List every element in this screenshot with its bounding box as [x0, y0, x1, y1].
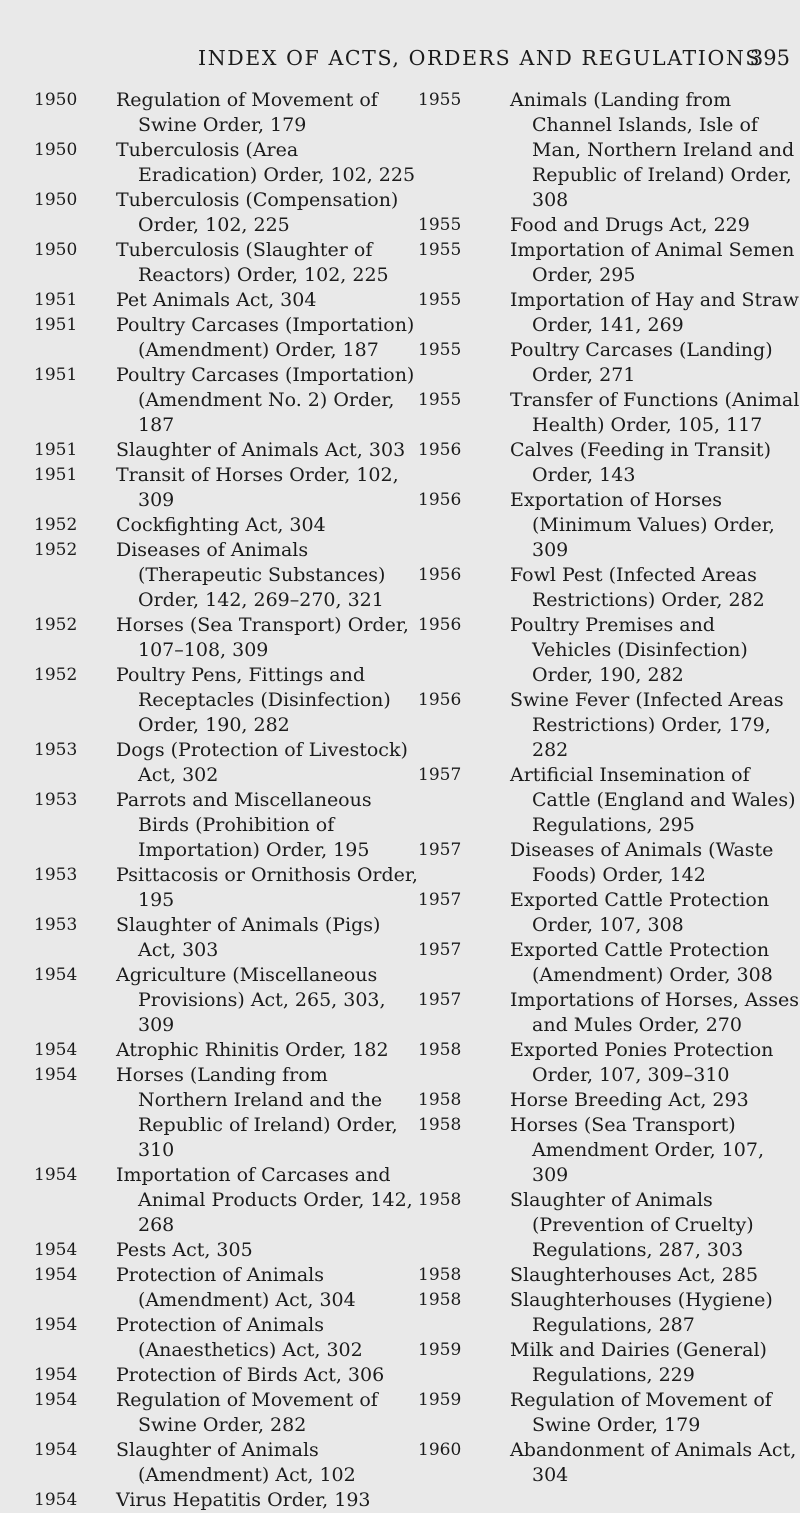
- entry-text: Importation of Animal Semen Order, 295: [510, 239, 795, 286]
- index-entry: [34, 1363, 422, 1388]
- entry-year: 1959: [418, 1390, 462, 1410]
- entry-year: 1954: [34, 1240, 78, 1260]
- entry-text: Slaughterhouses (Hygiene) Regulations, 287: [510, 1289, 773, 1336]
- entry-year: 1954: [34, 1165, 78, 1185]
- entry-year: 1954: [34, 1065, 78, 1085]
- index-entry: [418, 1038, 800, 1088]
- entry-year: 1960: [418, 1440, 462, 1460]
- entry-year: 1952: [34, 665, 78, 685]
- entry-text: Poultry Carcases (Landing) Order, 271: [510, 339, 773, 386]
- index-entry: [34, 1488, 422, 1513]
- entry-year: 1955: [418, 390, 462, 410]
- index-entry: [34, 1313, 422, 1363]
- entry-text: Regulation of Movement of Swine Order, 179: [116, 89, 378, 136]
- index-entry: [418, 1088, 800, 1113]
- entry-text: Tuberculosis (Compensation) Order, 102, 225: [116, 189, 399, 236]
- entry-year: 1951: [34, 365, 78, 385]
- entry-year: 1954: [34, 1390, 78, 1410]
- entry-text: Slaughter of Animals (Prevention of Cruelty) Regulations, 287, 303: [510, 1189, 754, 1261]
- entry-year: 1950: [34, 140, 78, 160]
- index-entry: [34, 463, 422, 513]
- entry-text: Dogs (Protection of Livestock) Act, 302: [116, 739, 408, 786]
- index-entry: [418, 1263, 800, 1288]
- page-number: 395: [749, 46, 790, 70]
- entry-year: 1958: [418, 1265, 462, 1285]
- entry-year: 1957: [418, 840, 462, 860]
- index-entry: [418, 563, 800, 613]
- entry-text: Poultry Pens, Fittings and Receptacles (Disinfection) Order, 190, 282: [116, 664, 391, 736]
- entry-year: 1959: [418, 1340, 462, 1360]
- index-entry: [418, 1288, 800, 1338]
- entry-text: Poultry Carcases (Importation) (Amendment No. 2) Order, 187: [116, 364, 415, 436]
- index-entry: [418, 438, 800, 488]
- index-entry: [34, 913, 422, 963]
- index-entry: [34, 863, 422, 913]
- entry-year: 1955: [418, 90, 462, 110]
- index-entry: [34, 1238, 422, 1263]
- entry-year: 1952: [34, 615, 78, 635]
- entry-text: Horses (Sea Transport) Order, 107–108, 309: [116, 614, 409, 661]
- index-entry: [418, 388, 800, 438]
- left-column: [34, 88, 422, 1513]
- entry-text: Pests Act, 305: [116, 1239, 253, 1261]
- index-entry: [418, 1113, 800, 1188]
- entry-year: 1958: [418, 1290, 462, 1310]
- entry-year: 1954: [34, 1490, 78, 1510]
- entry-year: 1957: [418, 765, 462, 785]
- entry-text: Agriculture (Miscellaneous Provisions) Act, 265, 303, 309: [116, 964, 386, 1036]
- entry-year: 1955: [418, 340, 462, 360]
- entry-year: 1957: [418, 940, 462, 960]
- index-entry: [34, 1438, 422, 1488]
- index-entry: [34, 138, 422, 188]
- index-entry: [418, 238, 800, 288]
- entry-year: 1957: [418, 890, 462, 910]
- entry-text: Transit of Horses Order, 102, 309: [116, 464, 399, 511]
- entry-year: 1958: [418, 1090, 462, 1110]
- entry-year: 1954: [34, 1365, 78, 1385]
- entry-text: Slaughter of Animals (Amendment) Act, 102: [116, 1439, 356, 1486]
- entry-text: Importations of Horses, Asses and Mules Order, 270: [510, 989, 799, 1036]
- entry-text: Artificial Insemination of Cattle (England and Wales) Regulations, 295: [510, 764, 796, 836]
- entry-year: 1953: [34, 790, 78, 810]
- entry-text: Swine Fever (Infected Areas Restrictions) Order, 179, 282: [510, 689, 784, 761]
- entry-text: Exported Cattle Protection Order, 107, 308: [510, 889, 770, 936]
- entry-text: Diseases of Animals (Therapeutic Substances) Order, 142, 269–270, 321: [116, 539, 386, 611]
- index-entry: [418, 1438, 800, 1488]
- running-header: INDEX OF ACTS, ORDERS AND REGULATIONS: [198, 46, 762, 70]
- entry-year: 1958: [418, 1040, 462, 1060]
- entry-text: Tuberculosis (Slaughter of Reactors) Order, 102, 225: [116, 239, 389, 286]
- entry-year: 1951: [34, 440, 78, 460]
- entry-year: 1956: [418, 440, 462, 460]
- entry-text: Atrophic Rhinitis Order, 182: [116, 1039, 389, 1061]
- index-entry: [418, 688, 800, 763]
- right-column: [418, 88, 800, 1488]
- index-entry: [418, 888, 800, 938]
- entry-text: Cockfighting Act, 304: [116, 514, 326, 536]
- entry-text: Transfer of Functions (Animal Health) Order, 105, 117: [510, 389, 800, 436]
- entry-year: 1953: [34, 865, 78, 885]
- index-entry: [418, 88, 800, 213]
- entry-year: 1952: [34, 515, 78, 535]
- entry-year: 1955: [418, 290, 462, 310]
- entry-text: Poultry Premises and Vehicles (Disinfection) Order, 190, 282: [510, 614, 748, 686]
- entry-year: 1955: [418, 240, 462, 260]
- entry-year: 1950: [34, 190, 78, 210]
- entry-text: Protection of Animals (Amendment) Act, 304: [116, 1264, 356, 1311]
- index-entry: [34, 513, 422, 538]
- entry-text: Slaughter of Animals Act, 303: [116, 439, 406, 461]
- entry-year: 1953: [34, 740, 78, 760]
- entry-text: Poultry Carcases (Importation) (Amendment) Order, 187: [116, 314, 415, 361]
- entry-text: Protection of Animals (Anaesthetics) Act, 302: [116, 1314, 363, 1361]
- index-entry: [34, 1388, 422, 1438]
- index-entry: [34, 438, 422, 463]
- entry-year: 1951: [34, 315, 78, 335]
- index-entry: [34, 313, 422, 363]
- index-entry: [34, 238, 422, 288]
- index-entry: [34, 1038, 422, 1063]
- entry-year: 1956: [418, 615, 462, 635]
- entry-text: Milk and Dairies (General) Regulations, 229: [510, 1339, 767, 1386]
- index-entry: [418, 613, 800, 688]
- entry-year: 1953: [34, 915, 78, 935]
- entry-text: Regulation of Movement of Swine Order, 282: [116, 1389, 378, 1436]
- index-entry: [34, 363, 422, 438]
- index-entry: [34, 738, 422, 788]
- entry-text: Food and Drugs Act, 229: [510, 214, 750, 236]
- entry-year: 1956: [418, 690, 462, 710]
- entry-text: Importation of Carcases and Animal Products Order, 142, 268: [116, 1164, 413, 1236]
- entry-text: Parrots and Miscellaneous Birds (Prohibition of Importation) Order, 195: [116, 789, 372, 861]
- entry-text: Exported Ponies Protection Order, 107, 309–310: [510, 1039, 774, 1086]
- entry-text: Abandonment of Animals Act, 304: [510, 1439, 797, 1486]
- index-entry: [418, 838, 800, 888]
- entry-text: Diseases of Animals (Waste Foods) Order, 142: [510, 839, 774, 886]
- entry-text: Horse Breeding Act, 293: [510, 1089, 749, 1111]
- index-entry: [418, 213, 800, 238]
- entry-text: Slaughter of Animals (Pigs) Act, 303: [116, 914, 381, 961]
- entry-text: Calves (Feeding in Transit) Order, 143: [510, 439, 771, 486]
- index-entry: [34, 538, 422, 613]
- entry-text: Horses (Sea Transport) Amendment Order, 107, 309: [510, 1114, 764, 1186]
- index-entry: [34, 963, 422, 1038]
- entry-year: 1956: [418, 565, 462, 585]
- entry-year: 1950: [34, 240, 78, 260]
- index-entry: [34, 188, 422, 238]
- index-entry: [418, 1188, 800, 1263]
- entry-year: 1954: [34, 1265, 78, 1285]
- entry-year: 1950: [34, 90, 78, 110]
- index-entry: [34, 288, 422, 313]
- entry-year: 1954: [34, 965, 78, 985]
- entry-text: Animals (Landing from Channel Islands, Isle of Man, Northern Ireland and Republic of Ireland) Order, 308: [510, 89, 795, 211]
- index-entry: [34, 88, 422, 138]
- index-entry: [418, 288, 800, 338]
- index-entry: [418, 1388, 800, 1438]
- entry-year: 1951: [34, 465, 78, 485]
- entry-text: Virus Hepatitis Order, 193: [116, 1489, 371, 1511]
- entry-year: 1958: [418, 1115, 462, 1135]
- entry-year: 1958: [418, 1190, 462, 1210]
- index-entry: [34, 1263, 422, 1313]
- entry-year: 1954: [34, 1315, 78, 1335]
- index-entry: [418, 338, 800, 388]
- entry-text: Regulation of Movement of Swine Order, 179: [510, 1389, 772, 1436]
- index-entry: [418, 1338, 800, 1388]
- index-entry: [418, 763, 800, 838]
- entry-year: 1956: [418, 490, 462, 510]
- index-entry: [34, 788, 422, 863]
- entry-text: Pet Animals Act, 304: [116, 289, 317, 311]
- index-entry: [34, 663, 422, 738]
- entry-year: 1954: [34, 1040, 78, 1060]
- entry-text: Tuberculosis (Area Eradication) Order, 102, 225: [116, 139, 416, 186]
- index-entry: [34, 613, 422, 663]
- entry-year: 1954: [34, 1440, 78, 1460]
- entry-year: 1951: [34, 290, 78, 310]
- index-entry: [418, 988, 800, 1038]
- entry-text: Protection of Birds Act, 306: [116, 1364, 385, 1386]
- entry-text: Exportation of Horses (Minimum Values) Order, 309: [510, 489, 775, 561]
- entry-text: Psittacosis or Ornithosis Order, 195: [116, 864, 418, 911]
- entry-text: Importation of Hay and Straw Order, 141, 269: [510, 289, 799, 336]
- entry-text: Fowl Pest (Infected Areas Restrictions) Order, 282: [510, 564, 765, 611]
- index-entry: [418, 938, 800, 988]
- index-entry: [34, 1163, 422, 1238]
- entry-year: 1955: [418, 215, 462, 235]
- entry-text: Exported Cattle Protection (Amendment) Order, 308: [510, 939, 773, 986]
- entry-year: 1957: [418, 990, 462, 1010]
- entry-text: Slaughterhouses Act, 285: [510, 1264, 759, 1286]
- entry-year: 1952: [34, 540, 78, 560]
- index-entry: [34, 1063, 422, 1163]
- entry-text: Horses (Landing from Northern Ireland and the Republic of Ireland) Order, 310: [116, 1064, 398, 1161]
- index-entry: [418, 488, 800, 563]
